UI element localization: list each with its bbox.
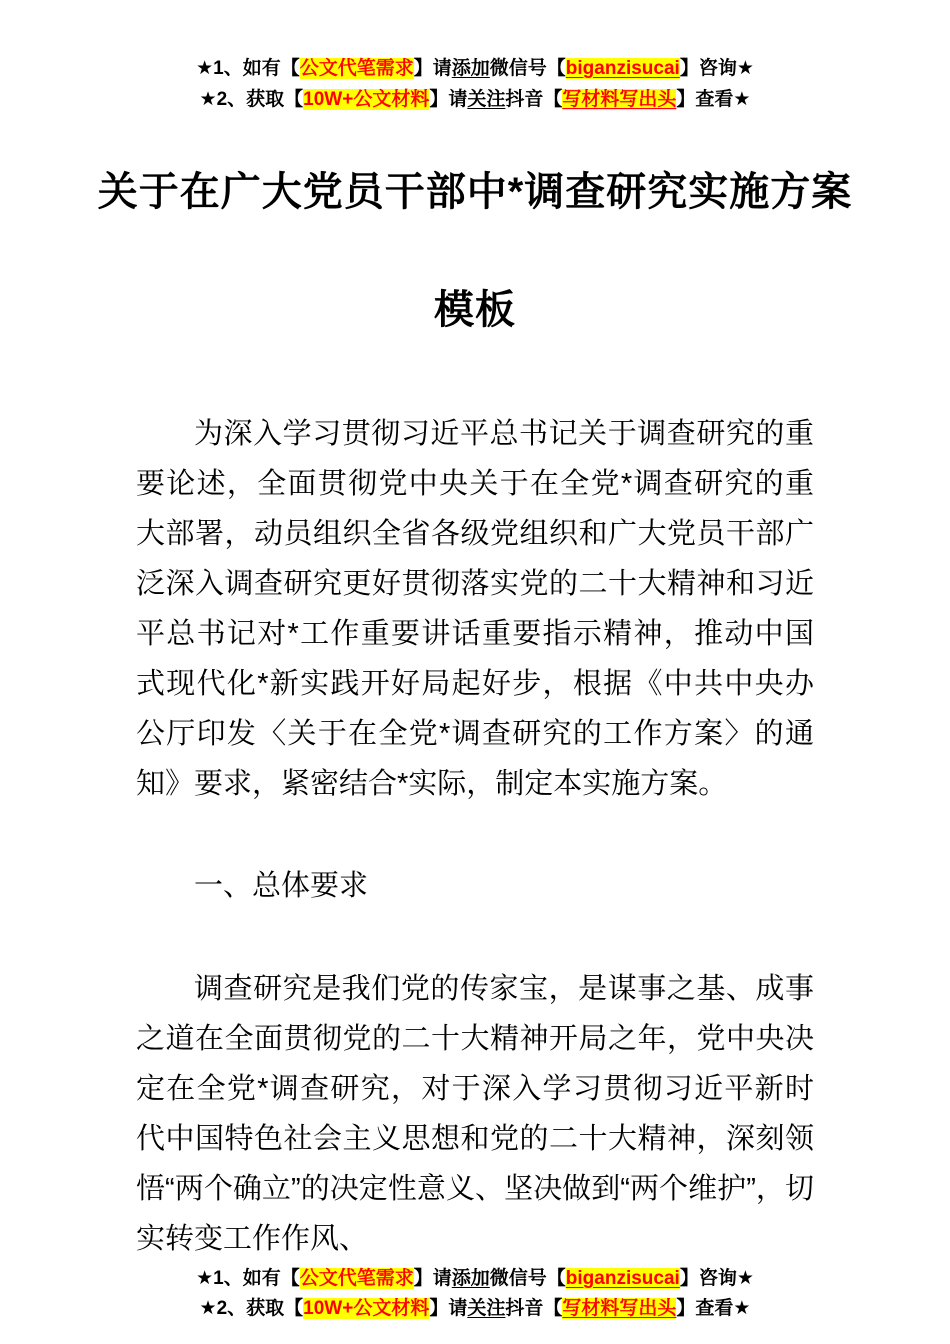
promo-text: 微信号【	[489, 1268, 566, 1289]
promo-underline-action: 关注	[467, 1298, 506, 1319]
promo-text: ★1、如有【	[196, 58, 300, 79]
promo-underline-action: 添加	[451, 1268, 490, 1289]
promo-text: ★2、获取【	[199, 89, 304, 110]
promo-text: ★1、如有【	[196, 1268, 300, 1289]
wechat-id: biganzisucai	[565, 58, 680, 79]
promo-header-line-1	[0, 53, 950, 84]
document-title-line-2: 模板	[434, 288, 516, 332]
section-heading-overall-requirements: 一、总体要求	[194, 870, 369, 902]
document-title-line-1: 关于在广大党员干部中*调查研究实施方案	[97, 170, 853, 214]
promo-text: ★2、获取【	[199, 1298, 304, 1319]
promo-header	[0, 53, 950, 115]
promo-text: 】咨询★	[679, 1268, 754, 1289]
promo-text: 】咨询★	[679, 58, 754, 79]
promo-text: 】请	[413, 58, 452, 79]
promo-highlight-materials: 10W+公文材料	[303, 89, 430, 110]
douyin-handle: 写材料写出头	[562, 1298, 677, 1319]
document-title	[60, 133, 890, 369]
promo-footer	[0, 1264, 950, 1324]
promo-text: 】查看★	[676, 1298, 751, 1319]
promo-text: 抖音【	[505, 89, 563, 110]
document-body	[136, 369, 814, 1264]
promo-underline-action: 关注	[467, 89, 506, 110]
promo-highlight-service: 公文代笔需求	[299, 58, 414, 79]
paragraph-intro: 为深入学习贯彻习近平总书记关于调查研究的重要论述，全面贯彻党中央关于在全党*调查研究的重大部署，动员组织全省各级党组织和广大党员干部广泛深入调查研究更好贯彻落实党的二十大精神和习近平总书记对*工作重要讲话重要指示精神，推动中国式现代化*新实践开好局起好步，根据《中共中央办公厅印发〈关于在全党*调查研究的工作方案〉的通知》要求，紧密结合*实际，制定本实施方案。	[136, 418, 814, 800]
promo-highlight-materials: 10W+公文材料	[303, 1298, 430, 1319]
promo-highlight-service: 公文代笔需求	[299, 1268, 414, 1289]
promo-underline-action: 添加	[451, 58, 490, 79]
promo-text: 】请	[413, 1268, 452, 1289]
promo-footer-line-2	[0, 1294, 950, 1324]
promo-footer-line-1	[0, 1264, 950, 1294]
paragraph-section-1: 调查研究是我们党的传家宝，是谋事之基、成事之道在全面贯彻党的二十大精神开局之年，党中央决定在全党*调查研究，对于深入学习贯彻习近平新时代中国特色社会主义思想和党的二十大精神，深刻领悟“两个确立”的决定性意义、坚决做到“两个维护”，切实转变工作作风、	[136, 973, 814, 1255]
promo-text: 】查看★	[676, 89, 751, 110]
promo-text: 】请	[429, 1298, 468, 1319]
promo-text: 抖音【	[505, 1298, 563, 1319]
wechat-id: biganzisucai	[565, 1268, 680, 1289]
douyin-handle: 写材料写出头	[562, 89, 677, 110]
promo-header-line-2	[0, 84, 950, 115]
promo-text: 微信号【	[489, 58, 566, 79]
promo-text: 】请	[429, 89, 468, 110]
